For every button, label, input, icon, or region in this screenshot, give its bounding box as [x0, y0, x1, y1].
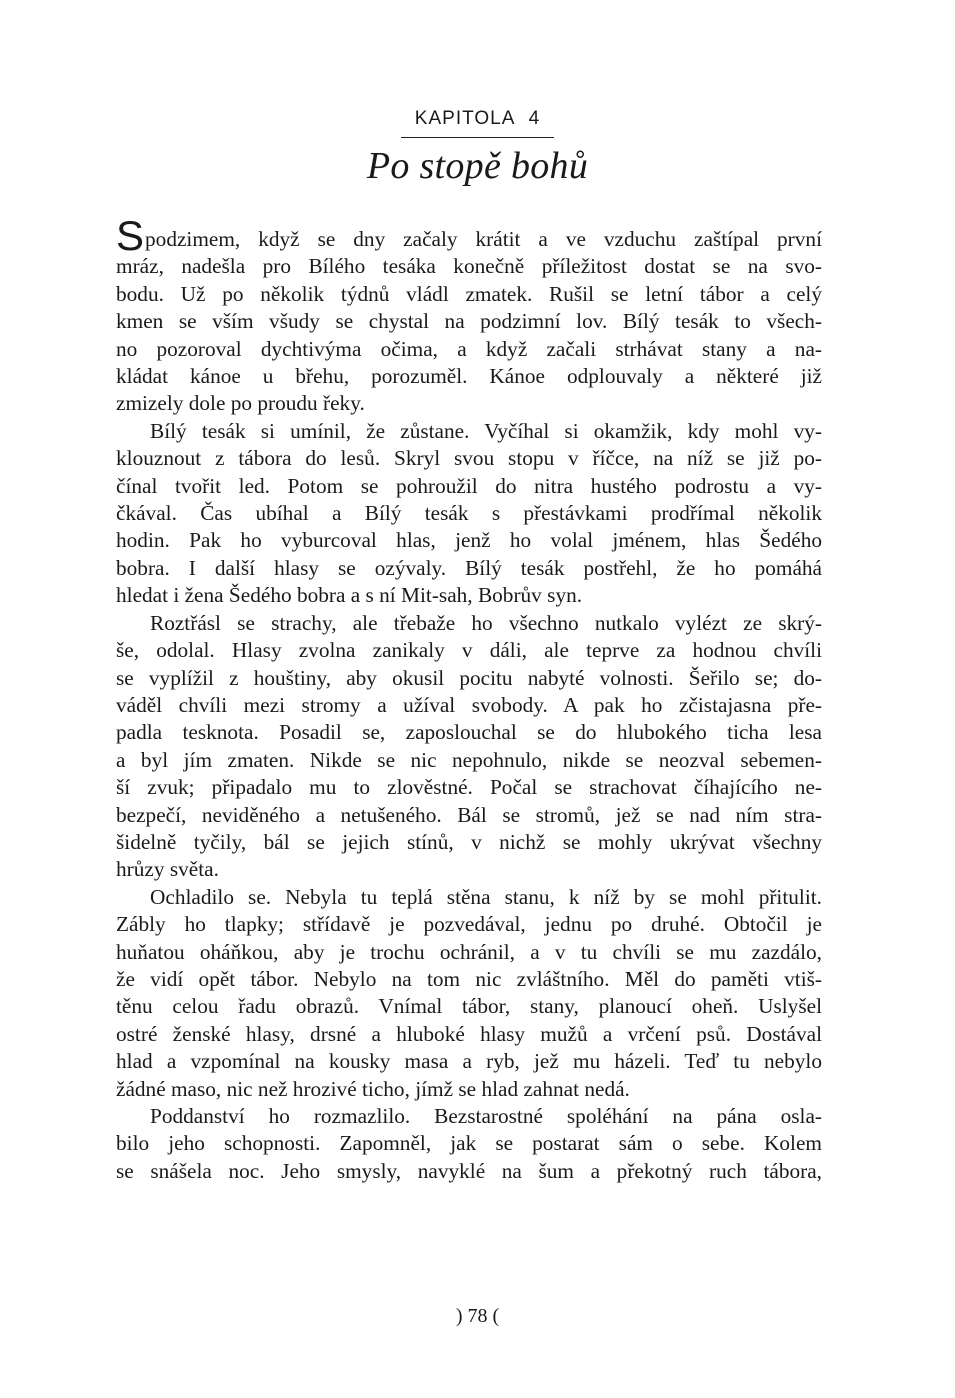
text-line: hodin. Pak ho vyburcoval hlas, jenž ho volal jménem, hlas Šedého [116, 528, 822, 553]
text-line: Ochladilo se. Nebyla tu teplá stěna stanu, k níž by se mohl přitulit. [150, 884, 822, 909]
text-line: těnu celou řadu obrazů. Vnímal tábor, stany, planoucí oheň. Uslyšel [116, 994, 822, 1019]
text-line: Zábly ho tlapky; střídavě je pozvedával, jednu po druhé. Obtočil je [116, 912, 822, 937]
text-line: hledat i žena Šedého bobra a s ní Mit-sah, Bobrův syn. [116, 583, 583, 608]
text-line: kládat kánoe u břehu, porozuměl. Kánoe odplouvaly a některé již [116, 364, 822, 389]
text-line: hlad a vzpomínal na kousky masa a ryb, jež mu házeli. Teď tu nebylo [116, 1049, 822, 1074]
chapter-header [0, 108, 955, 188]
text-line [116, 212, 822, 259]
text-line: se vyplížil z houštiny, aby okusil pocitu nabyté volnosti. Šeřilo se; do- [116, 665, 822, 690]
text-line: čkával. Čas ubíhal a Bílý tesák s přestávkami prodřímal několik [116, 501, 822, 526]
text-line: čínal tvořit led. Potom se pohroužil do nitra hustého podrostu a vy- [116, 473, 822, 498]
text-line: bilo jeho schopnosti. Zapomněl, jak se postarat sám o sebe. Kolem [116, 1131, 822, 1156]
text-line: padla tesknota. Posadil se, zaposlouchal se do hlubokého ticha lesa [116, 720, 822, 745]
text-line: Poddanství ho rozmazlilo. Bezstarostné spoléhání na pána osla- [150, 1104, 822, 1128]
page-number: ) 78 ( [455, 1305, 500, 1327]
text-line: bodu. Už po několik týdnů vládl zmatek. Rušil se letní tábor a celý [116, 281, 822, 306]
drop-cap: S [116, 212, 145, 259]
text-line: še, odolal. Hlasy zvolna zanikaly v dáli, ale teprve za hodnou chvíli [116, 638, 822, 663]
text-line: zmizely dole po proudu řeky. [116, 391, 365, 416]
text-line: Bílý tesák si umínil, že zůstane. Vyčíhal si okamžik, kdy mohl vy- [150, 418, 822, 443]
text-line: mráz, nadešla pro Bílého tesáka konečně příležitost dostat se na svo- [116, 254, 822, 279]
text-line: se snášela noc. Jeho smysly, navyklé na šum a překotný ruch tábora, [116, 1158, 822, 1183]
body-text [116, 212, 822, 1185]
text-line: ostré ženské hlasy, drsné a hluboké hlasy mužů a vrčení psů. Dostával [116, 1021, 822, 1046]
text-line: že vidí opět tábor. Nebylo na tom nic zvláštního. Měl do paměti vtiš- [116, 966, 822, 991]
text-line: bobra. I další hlasy se ozývaly. Bílý tesák postřehl, že ho pomáhá [116, 555, 822, 580]
line-text: podzimem, když se dny začaly krátit a ve vzduchu zaštípal první [145, 227, 822, 251]
chapter-title: Po stopě bohů [366, 145, 589, 187]
text-line: klouznout z tábora do lesů. Skryl svou stopu v říčce, na níž se již po- [116, 446, 822, 471]
chapter-label: KAPITOLA 4 [401, 108, 554, 138]
text-line: žádné maso, nic než hrozivé ticho, jímž se hlad zahnat nedá. [116, 1076, 630, 1101]
text-line: kmen se vším všudy se chystal na podzimní lov. Bílý tesák to všech- [116, 309, 822, 334]
text-line: no pozoroval dychtivýma očima, a když začali strhávat stany a na- [116, 336, 822, 361]
text-line: Roztřásl se strachy, ale třebaže ho všechno nutkalo vylézt ze skrý- [150, 610, 822, 635]
text-line: ší zvuk; připadalo mu to zlověstné. Počal se strachovat číhajícího ne- [116, 775, 822, 800]
text-line: šidelně tyčily, bál se jejich stínů, v nichž se mohly ukrývat všechny [116, 829, 822, 854]
text-line: bezpečí, neviděného a netušeného. Bál se stromů, jež se nad ním stra- [116, 802, 822, 827]
text-line: a byl jím zmaten. Nikde se nic nepohnulo, nikde se neozval sebemen- [116, 747, 822, 772]
text-line: hrůzy světa. [116, 857, 219, 882]
text-line: huňatou oháňkou, aby je trochu ochránil, a v tu chvíli se mu zazdálo, [116, 939, 822, 964]
text-line: váděl chvíli mezi stromy a užíval svobody. A pak ho zčistajasna pře- [116, 692, 822, 717]
